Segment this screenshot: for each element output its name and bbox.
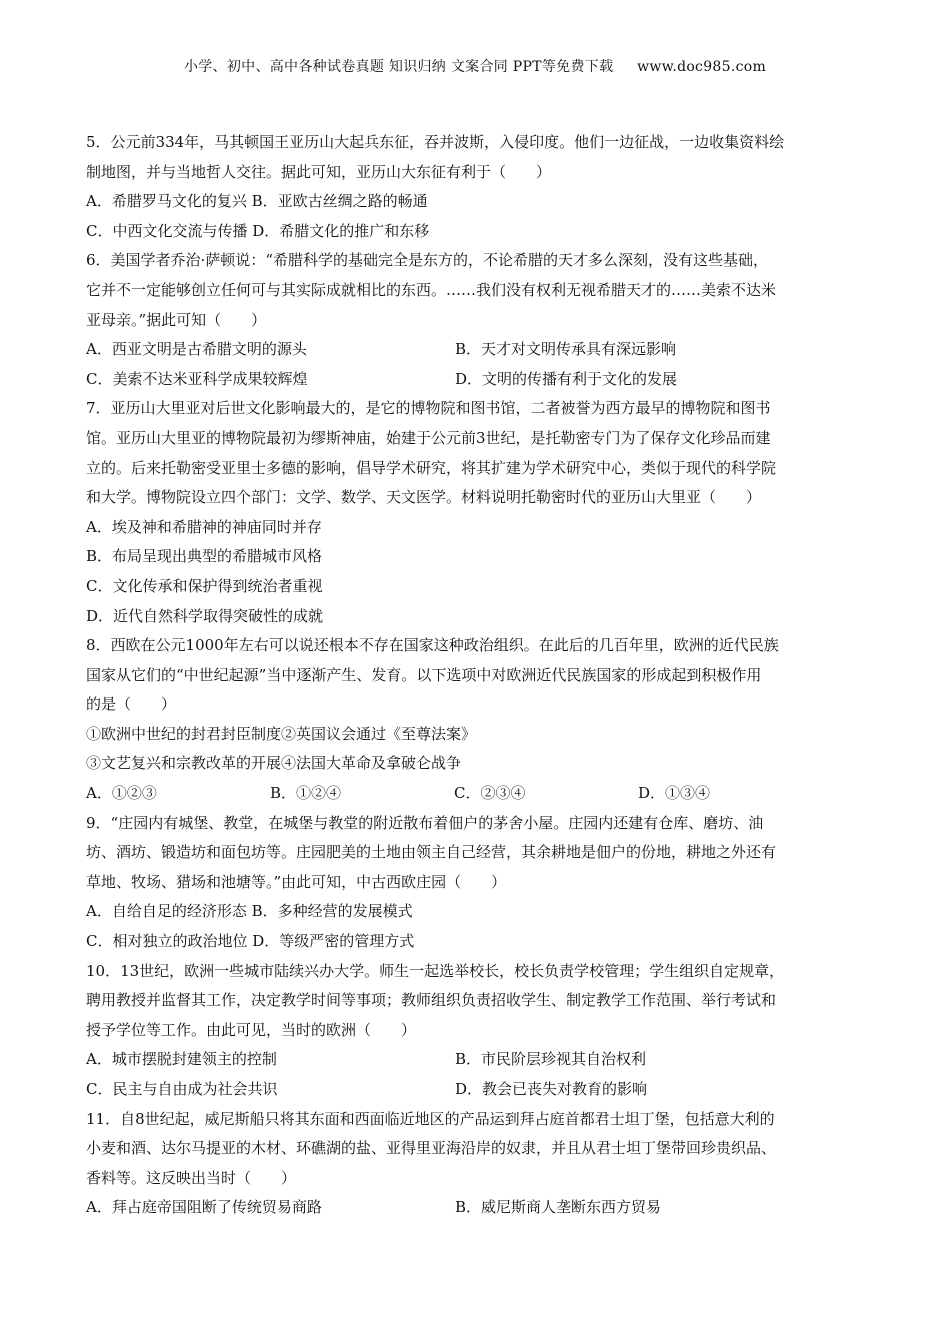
question-stem-line: 亚母亲。”据此可知（ ） bbox=[86, 310, 267, 329]
page-header: 小学、初中、高中各种试卷真题 知识归纳 文案合同 PPT等免费下载 www.doc985.com bbox=[183, 59, 767, 75]
question-5 bbox=[86, 128, 866, 246]
option-d: D．近代自然科学取得突破性的成就 bbox=[86, 606, 324, 625]
question-10 bbox=[86, 957, 866, 1105]
question-stem-line: 10．13世纪，欧洲一些城市陆续兴办大学。师生一起选举校长，校长负责学校管理；学生组织自定规章， bbox=[86, 961, 785, 980]
question-stem-line: 草地、牧场、猎场和池塘等。”由此可知，中古西欧庄园（ ） bbox=[86, 872, 507, 891]
option-row bbox=[86, 1193, 866, 1223]
question-statement-line: ③文艺复兴和宗教改革的开展④法国大革命及拿破仑战争 bbox=[86, 754, 462, 773]
question-stem-line: 9．“庄园内有城堡、教堂，在城堡与教堂的附近散布着佃户的茅舍小屋。庄园内还建有仓库、磨坊、油 bbox=[86, 813, 764, 832]
option-c: C．文化传承和保护得到统治者重视 bbox=[86, 576, 323, 595]
question-stem-line: 制地图，并与当地哲人交往。据此可知，亚历山大东征有利于（ ） bbox=[86, 162, 552, 181]
option-b: B．市民阶层珍视其自治权利 bbox=[455, 1050, 647, 1069]
question-stem-line: 和大学。博物院设立四个部门：文学、数学、天文医学。材料说明托勒密时代的亚历山大里亚（ ） bbox=[86, 488, 762, 507]
option-line: A．自给自足的经济形态 B．多种经营的发展模式 bbox=[86, 902, 413, 921]
question-6 bbox=[86, 246, 866, 394]
question-stem-line: 8．西欧在公元1000年左右可以说还根本不存在国家这种政治组织。在此后的几百年里，欧洲的近代民族 bbox=[86, 636, 779, 655]
question-9 bbox=[86, 809, 866, 957]
question-stem-line: 5．公元前334年，马其顿国王亚历山大起兵东征，吞并波斯，入侵印度。他们一边征战，一边收集资料绘 bbox=[86, 133, 785, 151]
question-stem-line: 小麦和酒、达尔马提亚的木材、环礁湖的盐、亚得里亚海沿岸的奴隶，并且从君士坦丁堡带回珍贵织品、 bbox=[86, 1139, 777, 1158]
option-a: A．①②③ bbox=[86, 784, 157, 803]
option-a: A．城市摆脱封建领主的控制 bbox=[86, 1050, 277, 1069]
option-b: B．①②④ bbox=[270, 784, 342, 803]
question-stem-line: 11．自8世纪起，威尼斯船只将其东面和西面临近地区的产品运到拜占庭首都君士坦丁堡，包括意大利的 bbox=[86, 1109, 775, 1128]
option-row bbox=[86, 1045, 866, 1075]
option-row bbox=[86, 779, 866, 809]
option-a: A．拜占庭帝国阻断了传统贸易商路 bbox=[86, 1198, 322, 1217]
question-statement-line: ①欧洲中世纪的封君封臣制度②英国议会通过《至尊法案》 bbox=[86, 724, 477, 743]
question-list bbox=[86, 128, 866, 1223]
question-stem-line: 立的。后来托勒密受亚里士多德的影响，倡导学术研究，将其扩建为学术研究中心，类似于现代的科学院 bbox=[86, 458, 777, 477]
question-stem-line: 馆。亚历山大里亚的博物院最初为缪斯神庙，始建于公元前3世纪，是托勒密专门为了保存文化珍品而建 bbox=[86, 428, 771, 447]
question-11 bbox=[86, 1105, 866, 1223]
option-b: B．天才对文明传承具有深远影响 bbox=[455, 340, 677, 359]
question-stem-line: 香料等。这反映出当时（ ） bbox=[86, 1168, 297, 1187]
question-stem-line: 聘用教授并监督其工作，决定教学时间等事项；教师组织负责招收学生、制定教学工作范围、举行考试和 bbox=[86, 991, 777, 1010]
option-b: B．布局呈现出典型的希腊城市风格 bbox=[86, 547, 323, 566]
question-stem-line: 国家从它们的“中世纪起源”当中逐渐产生、发育。以下选项中对欧洲近代民族国家的形成起到积极作用 bbox=[86, 665, 762, 684]
option-c: C．民主与自由成为社会共识 bbox=[86, 1080, 278, 1098]
option-line: A．希腊罗马文化的复兴 B．亚欧古丝绸之路的畅通 bbox=[86, 192, 428, 211]
question-stem-line: 的是（ ） bbox=[86, 695, 177, 714]
option-d: D．教会已丧失对教育的影响 bbox=[455, 1080, 648, 1098]
question-stem-line: 坊、酒坊、锻造坊和面包坊等。庄园肥美的土地由领主自己经营，其余耕地是佃户的份地，耕地之外还有 bbox=[86, 843, 777, 862]
option-c: C．美索不达米亚科学成果较辉煌 bbox=[86, 369, 308, 388]
question-8 bbox=[86, 631, 866, 809]
option-d: D．文明的传播有利于文化的发展 bbox=[455, 369, 678, 388]
question-stem-line: 授予学位等工作。由此可见，当时的欧洲（ ） bbox=[86, 1020, 417, 1039]
option-a: A．西亚文明是古希腊文明的源头 bbox=[86, 340, 307, 359]
option-c: C．②③④ bbox=[454, 784, 526, 803]
option-line: C．相对独立的政治地位 D．等级严密的管理方式 bbox=[86, 932, 415, 951]
option-b: B．威尼斯商人垄断东西方贸易 bbox=[455, 1198, 662, 1217]
question-7 bbox=[86, 394, 866, 631]
option-line: C．中西文化交流与传播 D．希腊文化的推广和东移 bbox=[86, 221, 430, 240]
question-stem-line: 它并不一定能够创立任何可与其实际成就相比的东西。……我们没有权利无视希腊天才的……美索不达米 bbox=[86, 280, 777, 299]
question-stem-line: 7．亚历山大里亚对后世文化影响最大的，是它的博物院和图书馆，二者被誉为西方最早的博物院和图书 bbox=[86, 399, 771, 418]
option-row bbox=[86, 335, 866, 365]
option-d: D．①③④ bbox=[638, 784, 711, 803]
option-a: A．埃及神和希腊神的神庙同时并存 bbox=[86, 517, 322, 536]
option-row bbox=[86, 365, 866, 395]
question-stem-line: 6．美国学者乔治·萨顿说：“希腊科学的基础完全是东方的，不论希腊的天才多么深刻，没有这些基础， bbox=[86, 251, 768, 270]
option-row bbox=[86, 1075, 866, 1105]
